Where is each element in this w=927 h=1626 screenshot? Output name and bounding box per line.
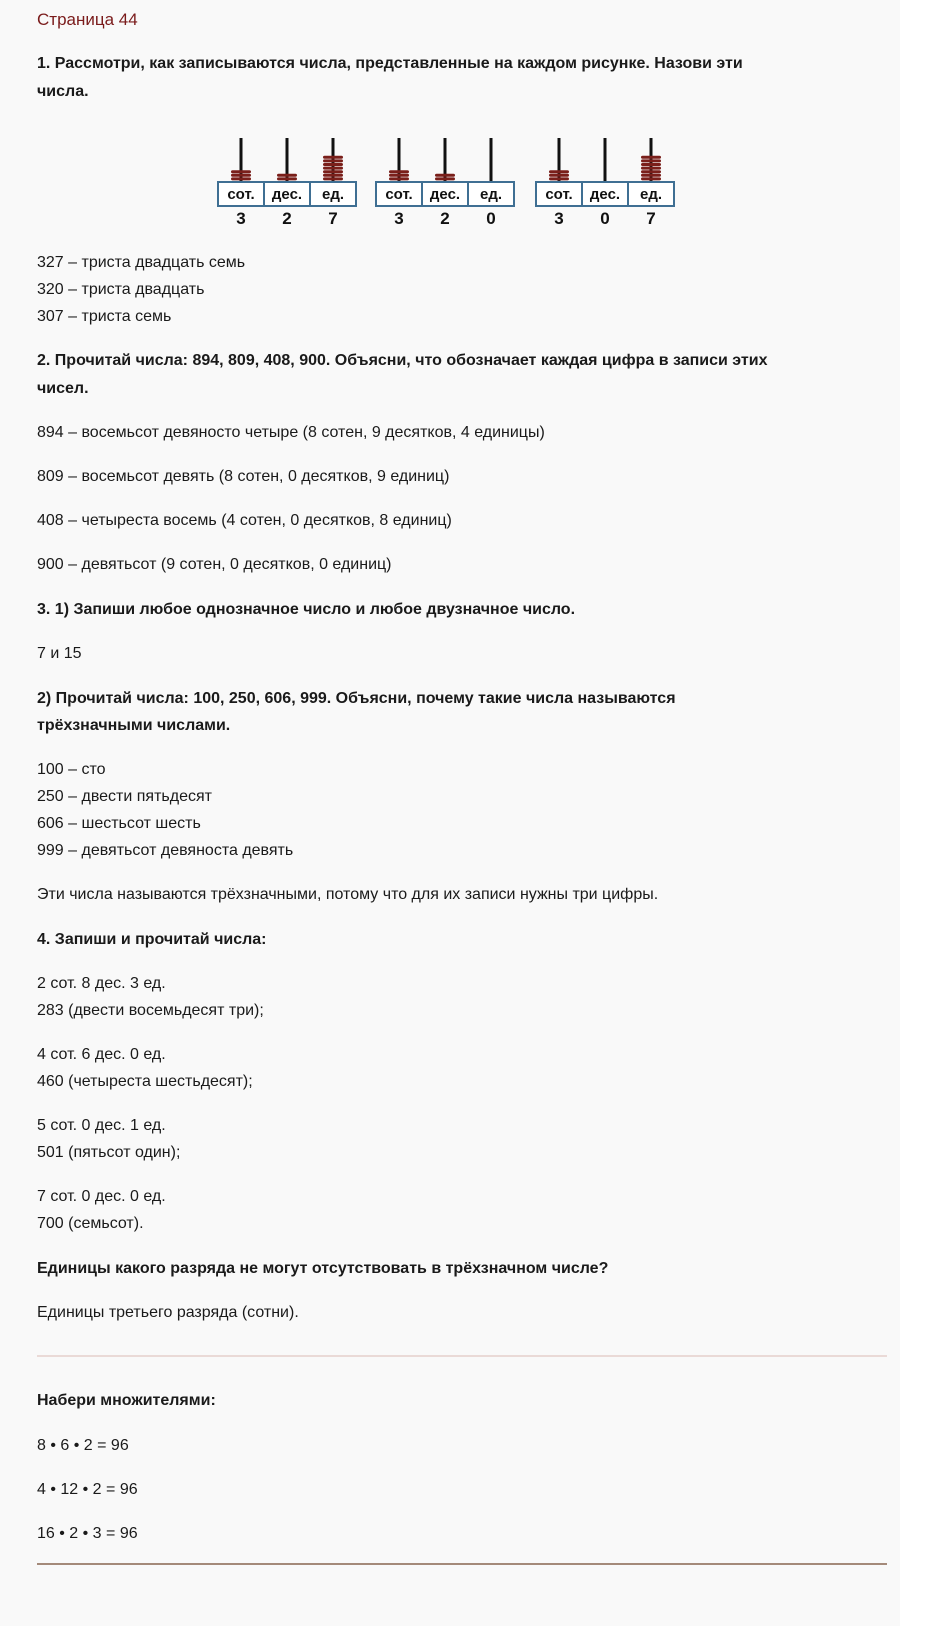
task4-expr: 4 сот. 6 дес. 0 ед. — [37, 1046, 166, 1063]
abacus-bead — [641, 170, 661, 173]
task1-answer: 320 – триста двадцать — [37, 281, 205, 298]
task1-heading-line1: 1. Рассмотри, как записываются числа, представленные на каждом рисунке. Назови эти — [37, 55, 743, 72]
task4-heading: 4. Запиши и прочитай числа: — [37, 931, 267, 948]
abacus-label: сот. — [385, 186, 413, 203]
abacus-bead — [323, 159, 343, 162]
task4-answer: 283 (двести восемьдесят три); — [37, 1002, 264, 1019]
task3-part2-answer: 999 – девятьсот девяноста девять — [37, 842, 294, 859]
abacus-bead — [641, 177, 661, 180]
abacus-label: дес. — [589, 186, 621, 203]
abacus-digit: 2 — [440, 209, 450, 228]
abacus-label: дес. — [429, 186, 461, 203]
abacus-bead — [549, 174, 569, 177]
multipliers-item: 16 • 2 • 3 = 96 — [37, 1525, 138, 1542]
task4-answer: 501 (пятьсот один); — [37, 1144, 181, 1161]
abacus-bead — [389, 177, 409, 180]
abacus-bead — [323, 163, 343, 166]
task3-part2-answer: 100 – сто — [37, 761, 106, 778]
abacus-bead — [231, 177, 251, 180]
task2-answer: 809 – восемьсот девять (8 сотен, 0 десятков, 9 единиц) — [37, 468, 450, 485]
task4-expr: 5 сот. 0 дес. 1 ед. — [37, 1117, 166, 1134]
abacus-bead — [435, 177, 455, 180]
abacus-label: сот. — [227, 186, 255, 203]
abacus-digit: 3 — [394, 209, 404, 228]
abacus-bead — [641, 159, 661, 162]
task2-heading-line2: чисел. — [37, 380, 89, 397]
abacus-bead — [641, 167, 661, 170]
task2-heading-line1: 2. Прочитай числа: 894, 809, 408, 900. Объясни, что обозначает каждая цифра в записи этих — [37, 352, 768, 369]
task2-answer: 894 – восемьсот девяносто четыре (8 сотен, 9 десятков, 4 единицы) — [37, 424, 545, 441]
abacus-1 — [216, 138, 360, 234]
multipliers-heading: Набери множителями: — [37, 1392, 216, 1409]
task3-part2-answer: 250 – двести пятьдесят — [37, 788, 212, 805]
task4-expr: 2 сот. 8 дес. 3 ед. — [37, 975, 166, 992]
abacus-digit: 3 — [554, 209, 564, 228]
section-divider — [37, 1355, 887, 1357]
task2-answer: 408 – четыреста восемь (4 сотен, 0 десятков, 8 единиц) — [37, 512, 452, 529]
task2-answer: 900 – девятьсот (9 сотен, 0 десятков, 0 единиц) — [37, 556, 392, 573]
abacus-bead — [323, 167, 343, 170]
abacus-label: ед. — [321, 186, 345, 203]
multipliers-item: 4 • 12 • 2 = 96 — [37, 1481, 138, 1498]
abacus-bead — [231, 170, 251, 173]
abacus-digit: 7 — [646, 209, 656, 228]
task3-part1-heading: 3. 1) Запиши любое однозначное число и любое двузначное число. — [37, 601, 576, 618]
task1-answer: 327 – триста двадцать семь — [37, 254, 246, 271]
abacus-bead — [641, 174, 661, 177]
task1-heading-line2: числа. — [37, 83, 89, 100]
abacus-bead — [549, 177, 569, 180]
abacus-bead — [641, 156, 661, 159]
abacus-digit: 0 — [600, 209, 610, 228]
abacus-label: сот. — [545, 186, 573, 203]
bottom-divider — [37, 1563, 887, 1565]
abacus-bead — [323, 177, 343, 180]
abacus-2 — [374, 138, 518, 234]
abacus-bead — [435, 174, 455, 177]
abacus-bead — [277, 177, 297, 180]
task3-part2-heading-line2: трёхзначными числами. — [37, 717, 231, 734]
abacus-label: ед. — [639, 186, 663, 203]
task1-answer: 307 – триста семь — [37, 308, 172, 325]
abacus-bead — [549, 170, 569, 173]
page-title: Страница 44 — [37, 10, 138, 29]
task3-part2-answer: 606 – шестьсот шесть — [37, 815, 201, 832]
abacus-bead — [641, 163, 661, 166]
task3-part2-heading-line1: 2) Прочитай числа: 100, 250, 606, 999. Объясни, почему такие числа называются — [37, 690, 676, 707]
page-edge — [900, 0, 927, 1626]
task4-question: Единицы какого разряда не могут отсутствовать в трёхзначном числе? — [37, 1260, 609, 1277]
abacus-bead — [277, 174, 297, 177]
abacus-digit: 3 — [236, 209, 246, 228]
abacus-label: ед. — [479, 186, 503, 203]
abacus-digit: 7 — [328, 209, 338, 228]
abacus-bead — [323, 170, 343, 173]
abacus-digit: 2 — [282, 209, 292, 228]
abacus-3 — [534, 138, 678, 234]
task3-part1-answer: 7 и 15 — [37, 645, 82, 662]
task4-answer: 700 (семьсот). — [37, 1215, 144, 1232]
abacus-digit: 0 — [486, 209, 496, 228]
task3-explanation: Эти числа называются трёхзначными, потому что для их записи нужны три цифры. — [37, 886, 659, 903]
task4-answer: 460 (четыреста шестьдесят); — [37, 1073, 253, 1090]
task4-question-answer: Единицы третьего разряда (сотни). — [37, 1304, 299, 1321]
abacus-bead — [389, 170, 409, 173]
abacus-rod — [490, 138, 493, 182]
abacus-label: дес. — [271, 186, 303, 203]
abacus-bead — [389, 174, 409, 177]
task4-expr: 7 сот. 0 дес. 0 ед. — [37, 1188, 166, 1205]
abacus-bead — [323, 156, 343, 159]
abacus-rod — [604, 138, 607, 182]
abacus-bead — [231, 174, 251, 177]
abacus-bead — [323, 174, 343, 177]
multipliers-item: 8 • 6 • 2 = 96 — [37, 1437, 129, 1454]
